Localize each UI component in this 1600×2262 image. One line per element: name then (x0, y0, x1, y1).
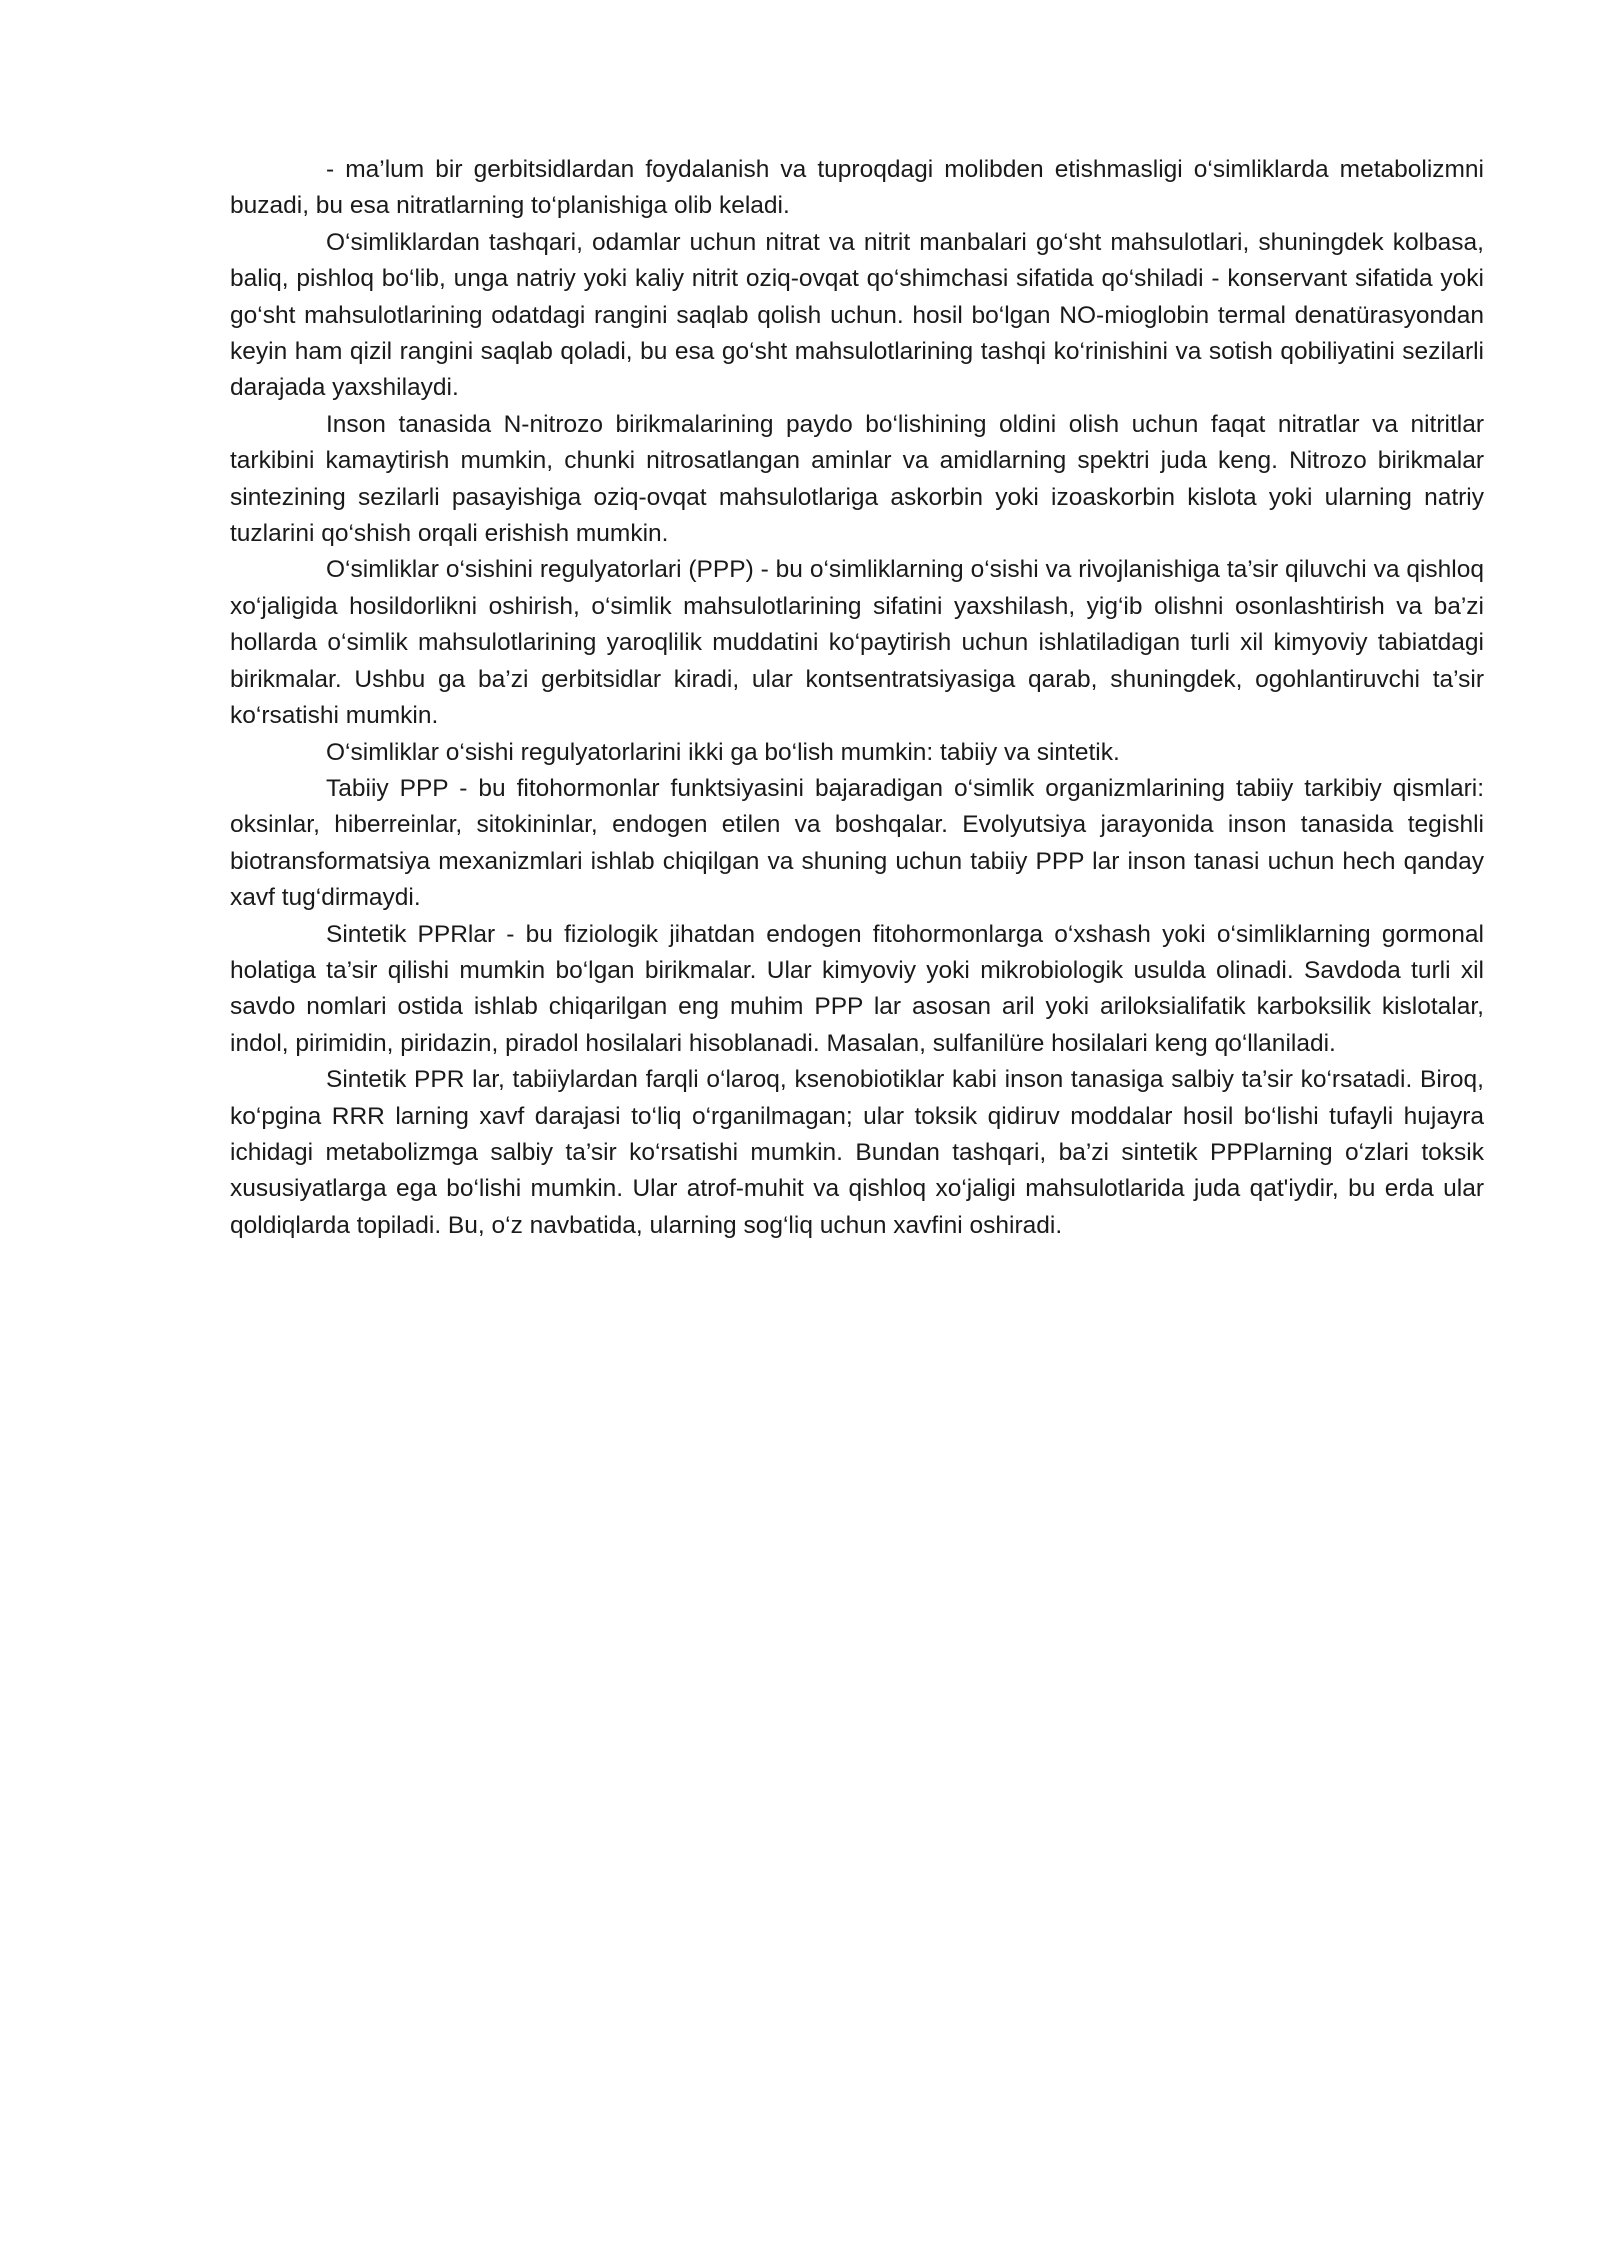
paragraph-1: - ma’lum bir gerbitsidlardan foydalanish va tuproqdagi molibden etishmasligi o‘simliklarda metabolizmni buzadi, bu esa nitratlarning to‘planishiga olib keladi. (230, 156, 1484, 220)
paragraph-4: O‘simliklar o‘sishini regulyatorlari (PPP) - bu o‘simliklarning o‘sishi va rivojlanishiga ta’sir qiluvchi va qishloq xo‘jaligida hosildorlikni oshirish, o‘simlik mahsulotlarining sifatini yaxshilash, yig‘ib olishni osonlashtirish va ba’zi hollarda o‘simlik mahsulotlarining yaroqlilik muddatini ko‘paytirish uchun ishlatiladigan turli xil kimyoviy tabiatdagi birikmalar. Ushbu ga ba’zi gerbitsidlar kiradi, ular kontsentratsiyasiga qarab, shuningdek, ogohlantiruvchi ta’sir ko‘rsatishi mumkin. (230, 556, 1484, 730)
document-body (230, 152, 1484, 1244)
paragraph-3: Inson tanasida N-nitrozo birikmalarining paydo bo‘lishining oldini olish uchun faqat nitratlar va nitritlar tarkibini kamaytirish mumkin, chunki nitrosatlangan aminlar va amidlarning spektri juda keng. Nitrozo birikmalar sintezining sezilarli pasayishiga oziq-ovqat mahsulotlariga askorbin yoki izoaskorbin kislota yoki ularning natriy tuzlarini qo‘shish orqali erishish mumkin. (230, 410, 1484, 548)
paragraph-5: O‘simliklar o‘sishi regulyatorlarini ikki ga bo‘lish mumkin: tabiiy va sintetik. (326, 738, 1120, 766)
paragraph-7: Sintetik PPRlar - bu fiziologik jihatdan endogen fitohormonlarga o‘xshash yoki o‘simliklarning gormonal holatiga ta’sir qilishi mumkin bo‘lgan birikmalar. Ular kimyoviy yoki mikrobiologik usulda olinadi. Savdoda turli xil savdo nomlari ostida ishlab chiqarilgan eng muhim PPP lar asosan aril yoki ariloksialifatik karboksilik kislotalar, indol, pirimidin, piridazin, piradol hosilalari hisoblanadi. Masalan, sulfanilüre hosilalari keng qo‘llaniladi. (230, 920, 1484, 1057)
paragraph-2: O‘simliklardan tashqari, odamlar uchun nitrat va nitrit manbalari go‘sht mahsulotlari, shuningdek kolbasa, baliq, pishloq bo‘lib, unga natriy yoki kaliy nitrit oziq-ovqat qo‘shimchasi sifatida qo‘shiladi - konservant sifatida yoki go‘sht mahsulotlarining odatdagi rangini saqlab qolish uchun. hosil bo‘lgan NO-mioglobin termal denatürasyondan keyin ham qizil rangini saqlab qoladi, bu esa go‘sht mahsulotlarining tashqi ko‘rinishini va sotish qobiliyatini sezilarli darajada yaxshilaydi. (230, 228, 1484, 402)
paragraph-6: Tabiiy PPP - bu fitohormonlar funktsiyasini bajaradigan o‘simlik organizmlarining tabiiy tarkibiy qismlari: oksinlar, hiberreinlar, sitokininlar, endogen etilen va boshqalar. Evolyutsiya jarayonida inson tanasida tegishli biotransformatsiya mexanizmlari ishlab chiqilgan va shuning uchun tabiiy PPP lar inson tanasi uchun hech qanday xavf tug‘dirmaydi. (230, 774, 1484, 912)
paragraph-8: Sintetik PPR lar, tabiiylardan farqli o‘laroq, ksenobiotiklar kabi inson tanasiga salbiy ta’sir ko‘rsatadi. Biroq, ko‘pgina RRR larning xavf darajasi to‘liq o‘rganilmagan; ular toksik qidiruv moddalar hosil bo‘lishi tufayli hujayra ichidagi metabolizmga salbiy ta’sir ko‘rsatishi mumkin. Bundan tashqari, ba’zi sintetik PPPlarning o‘zlari toksik xususiyatlarga ega bo‘lishi mumkin. Ular atrof-muhit va qishloq xo‘jaligi mahsulotlarida juda qat'iydir, bu erda ular qoldiqlarda topiladi. Bu, o‘z navbatida, ularning sog‘liq uchun xavfini oshiradi. (230, 1066, 1484, 1239)
